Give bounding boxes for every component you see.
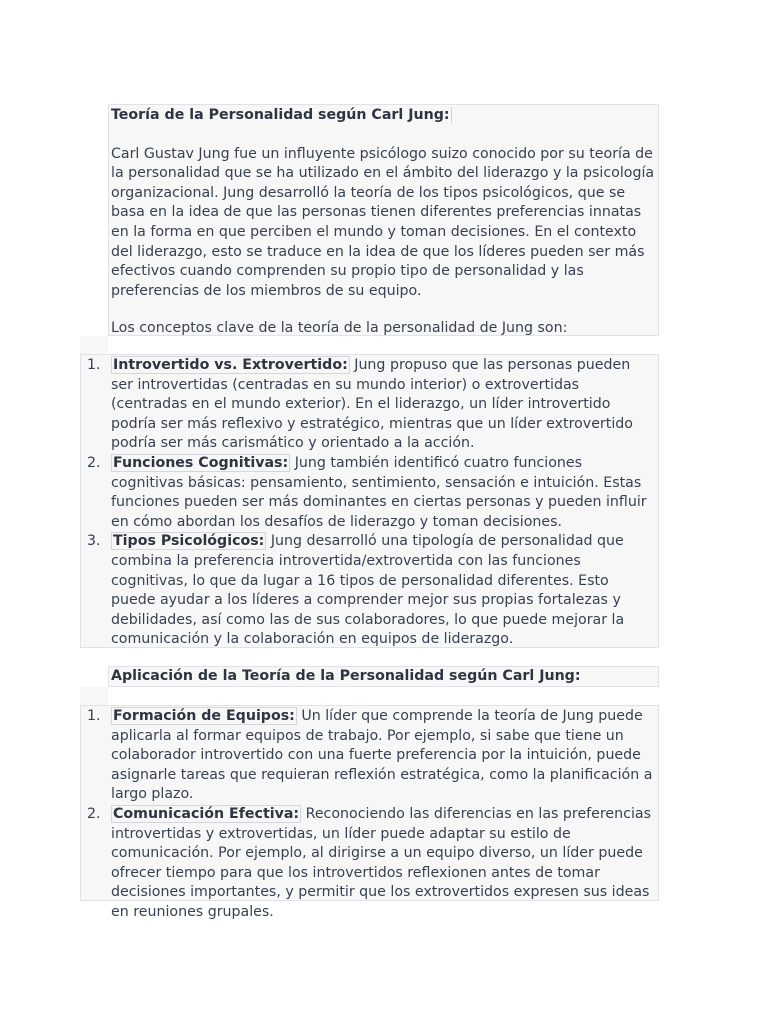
- section-title: Teoría de la Personalidad según Carl Jung:: [111, 107, 450, 123]
- list-item: [87, 707, 656, 805]
- concepts-lead-in: Los conceptos clave de la teoría de la personalidad de Jung son:: [111, 320, 568, 337]
- item-term: Comunicación Efectiva:: [113, 805, 300, 822]
- list-item: [87, 356, 656, 454]
- application-heading: [108, 666, 659, 687]
- list-item: [87, 532, 656, 650]
- item-term: Tipos Psicológicos:: [113, 533, 265, 550]
- list-number: 3.: [87, 533, 101, 550]
- decorative-band: [80, 336, 108, 354]
- list-number: 1.: [87, 708, 101, 724]
- section-title: Aplicación de la Teoría de la Personalidad según Carl Jung:: [111, 668, 581, 684]
- intro-section: [108, 104, 659, 336]
- decorative-band: [80, 687, 108, 705]
- item-term: Introvertido vs. Extrovertido:: [113, 357, 348, 373]
- item-text: Un líder que comprende la teoría de Jung puede aplicarla al formar equipos de trabajo. Por ejemplo, si sabe que tiene un colaborador introvertido con una fuerte preferencia por la intuición, puede asignarle tareas que requieran reflexión estratégica, como la planificación a largo plazo.: [111, 708, 653, 803]
- concepts-list: [80, 354, 659, 648]
- applications-list: [80, 705, 659, 920]
- item-text: Jung desarrolló una tipología de personalidad que combina la preferencia introvertida/extrovertida con las funciones cognitivas, lo que da lugar a 16 tipos de personalidad diferentes. Esto puede ayudar a los líderes a comprender mejor sus propias fortalezas y debilidades, así como las de sus colaboradores, lo que puede mejorar la comunicación y la colaboración en equipos de liderazgo.: [111, 533, 625, 648]
- item-text: Reconociendo las diferencias en las preferencias introvertidas y extrovertidas, un líder puede adaptar su estilo de comunicación. Por ejemplo, al dirigirse a un equipo diverso, un líder puede ofrecer tiempo para que los introvertidos reflexionen antes de tomar decisiones importantes, y permitir que los extrovertidos expresen sus ideas en reuniones grupales.: [111, 805, 651, 920]
- list-item: [87, 805, 656, 923]
- list-number: 1.: [87, 357, 101, 373]
- item-term: Formación de Equipos:: [113, 708, 295, 724]
- intro-paragraph: Carl Gustav Jung fue un influyente psicólogo suizo conocido por su teoría de la personalidad que se ha utilizado en el ámbito del liderazgo y la psicología organizacional. Jung desarrolló la teoría de los tipos psicológicos, que se basa en la idea de que las personas tienen diferentes preferencias innatas en la forma en que perciben el mundo y toman decisiones. En el contexto del liderazgo, esto se traduce en la idea de que los líderes pueden ser más efectivos cuando comprenden su propio tipo de personalidad y las preferencias de los miembros de su equipo.: [111, 145, 655, 299]
- item-text: Jung también identificó cuatro funciones cognitivas básicas: pensamiento, sentimiento, sensación e intuición. Estas funciones pueden ser más dominantes en ciertas personas y pueden influir en cómo abordan los desafíos de liderazgo y toman decisiones.: [111, 454, 647, 530]
- list-number: 2.: [87, 805, 101, 822]
- item-term: Funciones Cognitivas:: [113, 454, 289, 471]
- item-text: Jung propuso que las personas pueden ser introvertidas (centradas en su mundo interior) o extrovertidas (centradas en el mundo exterior). En el liderazgo, un líder introvertido podría ser más reflexivo y estratégico, mientras que un líder extrovertido podría ser más carismático y orientado a la acción.: [111, 357, 633, 452]
- list-number: 2.: [87, 454, 101, 471]
- list-item: [87, 454, 656, 532]
